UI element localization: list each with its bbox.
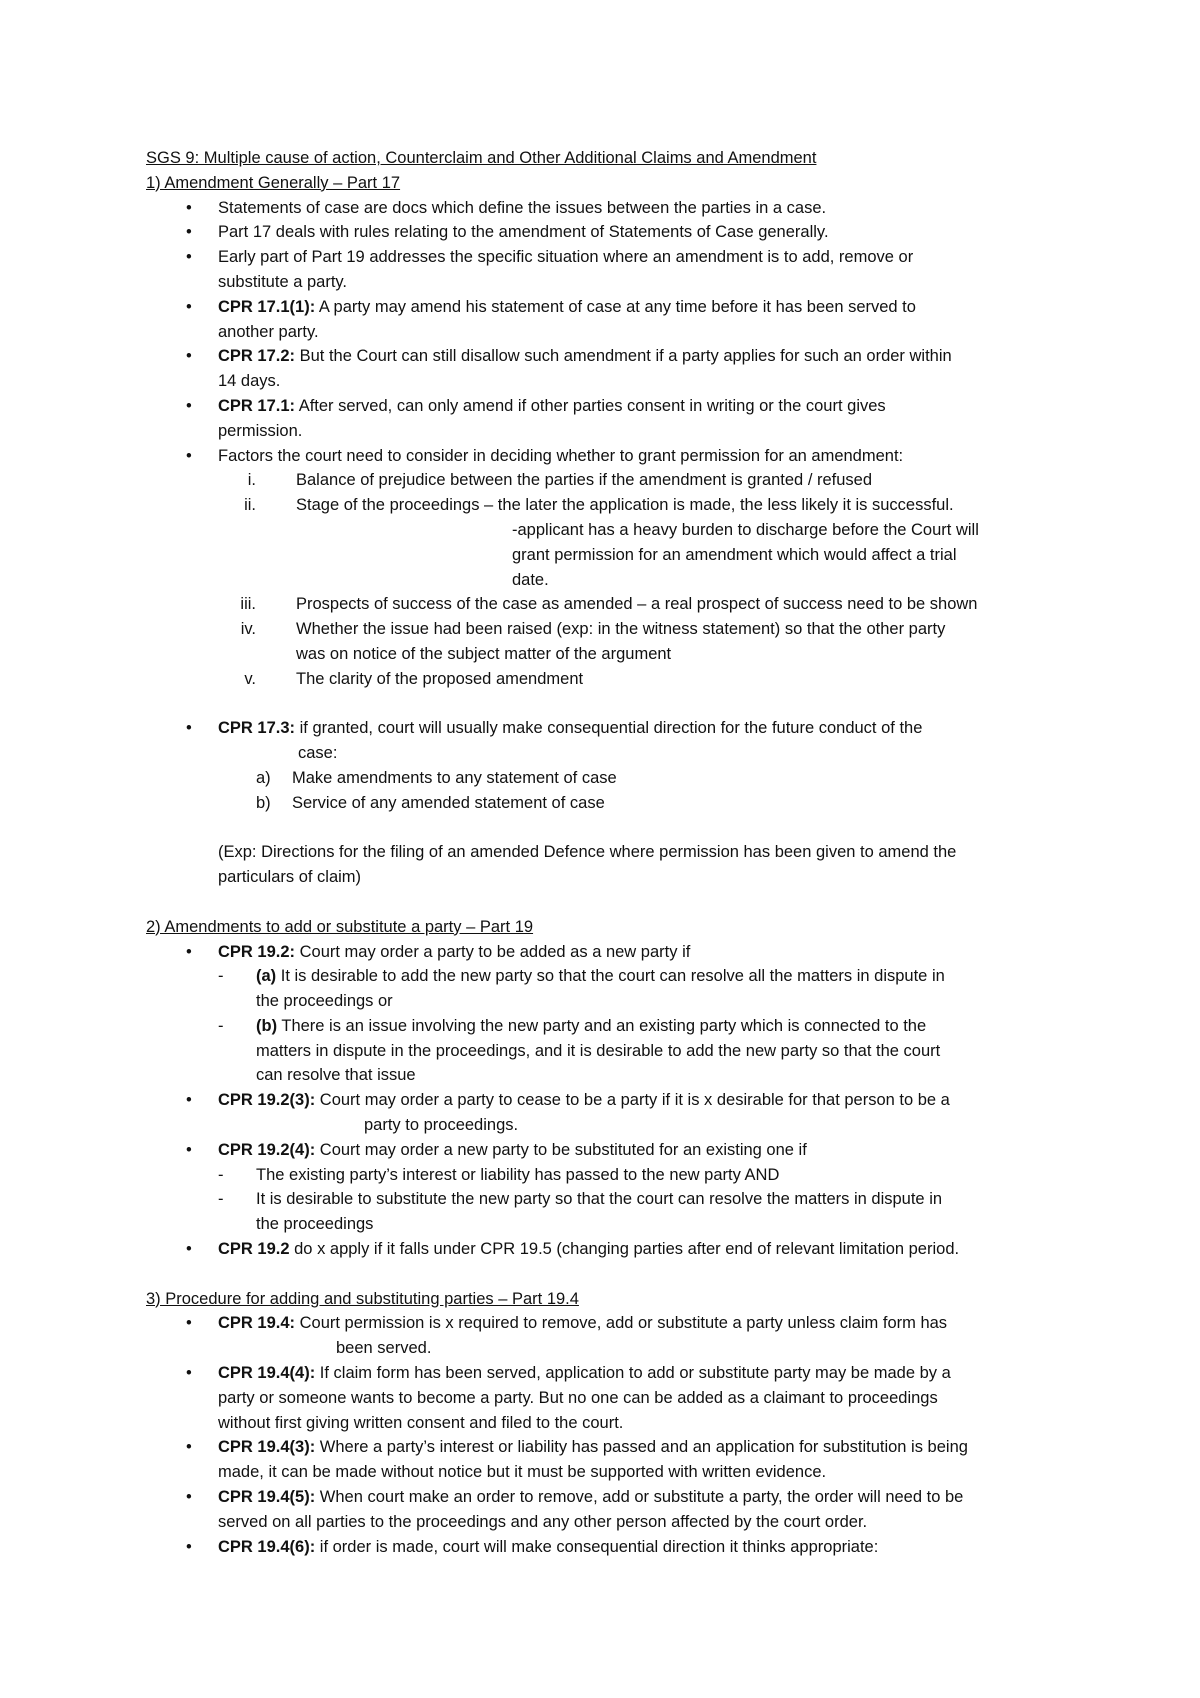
example-note: particulars of claim) — [218, 868, 362, 887]
list-item: • CPR 17.1(1): A party may amend his statement of case at any time before it has been served to another party. — [146, 295, 1076, 345]
rule-reference: CPR 17.2: — [218, 347, 296, 366]
dash-list-item: - The existing party’s interest or liability has passed to the new party AND — [146, 1163, 1076, 1188]
example-note: (Exp: Directions for the filing of an amended Defence where permission has been given to amend the — [218, 843, 957, 862]
roman-continuation: grant permission for an amendment which would affect a trial — [512, 545, 957, 564]
roman-list-item: ii. Stage of the proceedings – the later the application is made, the less likely it is successful. — [244, 496, 954, 515]
bullet-icon: • — [186, 1438, 192, 1457]
rule-reference: CPR 19.4(5): — [218, 1488, 316, 1507]
bullet-icon: • — [186, 446, 192, 465]
bullet-icon: • — [186, 1091, 192, 1110]
list-item: • CPR 17.3: if granted, court will usually make consequential direction for the future conduct of the case: — [146, 716, 1076, 766]
list-item: • CPR 17.2: But the Court can still disallow such amendment if a party applies for such an order within 14 days. — [146, 344, 1076, 394]
list-item: • Part 17 deals with rules relating to the amendment of Statements of Case generally. — [146, 220, 1076, 245]
spacer — [146, 692, 1076, 717]
list-item: • CPR 19.4(3): Where a party’s interest or liability has passed and an application for substitution is being made, it can be made without notice but it must be supported with written evidence. — [146, 1435, 1076, 1485]
bullet-icon: • — [186, 1140, 192, 1159]
dash-marker: - — [218, 967, 224, 986]
alpha-list-item: b) Service of any amended statement of case — [256, 793, 605, 812]
bullet-icon: • — [186, 248, 192, 267]
roman-list-item: iii. Prospects of success of the case as amended – a real prospect of success need to be shown — [240, 595, 978, 614]
section-1-heading: 1) Amendment Generally – Part 17 — [146, 173, 401, 192]
bullet-icon: • — [186, 1314, 192, 1333]
bullet-icon: • — [186, 347, 192, 366]
document-body — [146, 146, 1076, 1559]
spacer — [146, 1262, 1076, 1287]
roman-list-item: v. The clarity of the proposed amendment — [244, 669, 584, 688]
list-item: • CPR 19.4(6): if order is made, court will make consequential direction it thinks appropriate: — [146, 1535, 1076, 1560]
alpha-list-item: a) Make amendments to any statement of case — [256, 768, 617, 787]
list-item: • CPR 19.2(3): Court may order a party to cease to be a party if it is x desirable for that person to be a party to proceedings. — [146, 1088, 1076, 1138]
bullet-icon: • — [186, 297, 192, 316]
rule-reference: CPR 19.2(4): — [218, 1140, 316, 1159]
rule-reference: CPR 19.4(6): — [218, 1537, 316, 1556]
bullet-icon: • — [186, 1537, 192, 1556]
dash-marker: - — [218, 1190, 224, 1209]
rule-reference: CPR 17.3: — [218, 719, 296, 738]
list-item: • Factors the court need to consider in deciding whether to grant permission for an amendment: — [146, 444, 1076, 469]
rule-reference: CPR 17.1: — [218, 396, 296, 415]
dash-list-item: - (a) It is desirable to add the new party so that the court can resolve all the matters in dispute in the proceedings or — [146, 964, 1076, 1014]
rule-reference: CPR 19.4(3): — [218, 1438, 316, 1457]
bullet-icon: • — [186, 942, 192, 961]
rule-reference: CPR 19.4: — [218, 1314, 296, 1333]
list-item: • CPR 19.4(4): If claim form has been served, application to add or substitute party may be made by a party or someone wants to become a party. But no one can be added as a claimant to proceedings without first giving written consent and filed to the court. — [146, 1361, 1076, 1435]
dash-list-item: - It is desirable to substitute the new party so that the court can resolve the matters in dispute in the proceedings — [146, 1187, 1076, 1237]
bullet-icon: • — [186, 1488, 192, 1507]
spacer — [146, 816, 1076, 841]
list-item: • CPR 19.2 do x apply if it falls under CPR 19.5 (changing parties after end of relevant limitation period. — [146, 1237, 1076, 1262]
document-title: SGS 9: Multiple cause of action, Counterclaim and Other Additional Claims and Amendment — [146, 149, 817, 167]
spacer — [146, 890, 1076, 915]
list-item: • CPR 19.2: Court may order a party to be added as a new party if — [146, 940, 1076, 965]
roman-continuation: -applicant has a heavy burden to discharge before the Court will — [512, 520, 979, 539]
rule-reference: CPR 19.2(3): — [218, 1091, 316, 1110]
list-item: • Statements of case are docs which define the issues between the parties in a case. — [146, 196, 1076, 221]
list-item: • CPR 19.4: Court permission is x required to remove, add or substitute a party unless claim form has been served. — [146, 1311, 1076, 1361]
list-item: • Early part of Part 19 addresses the specific situation where an amendment is to add, remove or substitute a party. — [146, 245, 1076, 295]
section-2-heading: 2) Amendments to add or substitute a party – Part 19 — [146, 917, 534, 936]
rule-reference: CPR 17.1(1): — [218, 297, 316, 316]
dash-list-item: - (b) There is an issue involving the new party and an existing party which is connected to the matters in dispute in the proceedings, and it is desirable to add the new party so that the court can resolve that issue — [146, 1014, 1076, 1088]
rule-reference: CPR 19.2: — [218, 942, 296, 961]
bullet-icon: • — [186, 719, 192, 738]
dash-marker: - — [218, 1016, 224, 1035]
bullet-icon: • — [186, 1364, 192, 1383]
rule-reference: CPR 19.4(4): — [218, 1364, 316, 1383]
bullet-icon: • — [186, 1240, 192, 1259]
bullet-icon: • — [186, 396, 192, 415]
bullet-icon: • — [186, 223, 192, 242]
list-item: • CPR 17.1: After served, can only amend if other parties consent in writing or the court gives permission. — [146, 394, 1076, 444]
roman-list-item: iv. Whether the issue had been raised (exp: in the witness statement) so that the other party was on notice of the subject matter of the argument — [240, 620, 946, 663]
roman-list-item: i. Balance of prejudice between the parties if the amendment is granted / refused — [247, 471, 873, 490]
section-3-heading: 3) Procedure for adding and substituting parties – Part 19.4 — [146, 1289, 579, 1308]
list-item: • CPR 19.4(5): When court make an order to remove, add or substitute a party, the order will need to be served on all parties to the proceedings and any other person affected by the court order. — [146, 1485, 1076, 1535]
rule-reference: CPR 19.2 — [218, 1240, 290, 1259]
bullet-icon: • — [186, 198, 192, 217]
roman-continuation: date. — [512, 570, 549, 589]
list-item: • CPR 19.2(4): Court may order a new party to be substituted for an existing one if — [146, 1138, 1076, 1163]
dash-marker: - — [218, 1165, 224, 1184]
